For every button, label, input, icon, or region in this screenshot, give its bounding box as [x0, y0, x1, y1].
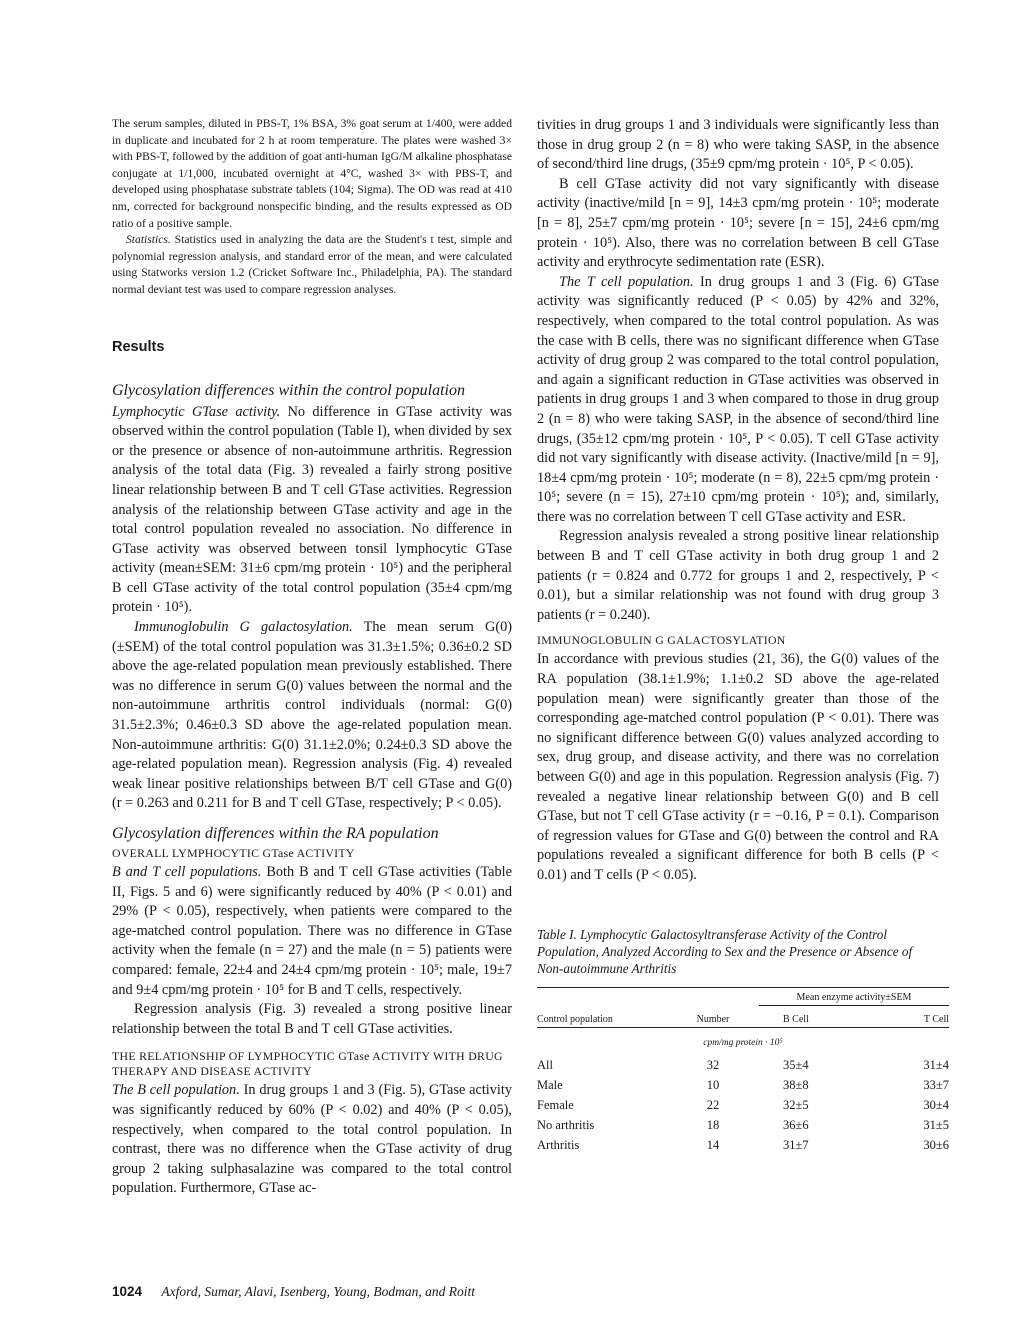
- cell-bcell: 32±5: [783, 1098, 809, 1113]
- methods-paragraph: The serum samples, diluted in PBS-T, 1% BSA, 3% goat serum at 1/400, were added in duplicate and incubated for 2 h at room temperature. The plates were washed 3× with PBS-T, followed by the addition of goat anti-human IgG/M alkaline phosphatase conjugate at 1/1,000, incubated overnight at 4°C, washed 3× with PBS-T, and developed using phosphatase substrate tablets (104; Sigma). The OD was read at 410 nm, corrected for background nonspecific binding, and the results expressed as OD ratio of a positive sample.: [112, 117, 512, 230]
- cell-tcell: 31±4: [923, 1058, 949, 1073]
- igg-galactosylation-heading: IMMUNOGLOBULIN G GALACTOSYLATION: [537, 633, 786, 648]
- b-cell-population-text: In drug groups 1 and 3 (Fig. 5), GTase activity was significantly reduced by 60% (P < 0.02) and 40% (P < 0.05), respectively, when compared to the total control population. In contrast, there was no difference when the GTase activity of drug group 2 taking sulphasalazine was compared to the total control population. Furthermore, GTase ac-: [112, 1082, 513, 1197]
- bt-cell-paragraph: [112, 863, 512, 1000]
- t-cell-population-text: In drug groups 1 and 3 (Fig. 6) GTase activity was significantly reduced (P < 0.05) by 42% and 32%, respectively, when compared to the total control population. As was the case with B cells, there was no significant difference when GTase activity of drug group 2 was compared to the total control population, and again a significant reduction in GTase activities was observed in patients in drug groups 1 and 3 when compared to those in drug group 2 (n = 8) who were taking SASP, in the absence of second/third line drugs, (35±12 cpm/mg protein · 10⁵, P < 0.05). T cell GTase activity did not vary significantly with disease activity. (Inactive/mild [n = 9], 18±4 cpm/mg protein · 10⁵; moderate (n = 8), 22±5 cpm/mg protein · 10⁵; severe (n = 15), 27±10 cpm/mg protein · 10⁵); and, similarly, there was no correlation between T cell GTase activity and ESR.: [537, 273, 940, 525]
- cell-population: Female: [537, 1098, 574, 1113]
- table-caption: Table I. Lymphocytic Galactosyltransferase Activity of the Control Population, Analyzed According to Sex and the Presence or Absence of Non-autoimmune Arthritis: [537, 926, 913, 976]
- overall-gtase-heading: OVERALL LYMPHOCYTIC GTase ACTIVITY: [112, 846, 355, 860]
- regression-paragraph: Regression analysis (Fig. 3) revealed a strong positive linear relationship between the total B and T cell GTase activities.: [112, 1001, 512, 1037]
- igg-galactosylation-label: Immunoglobulin G galactosylation.: [134, 619, 353, 636]
- cell-number: 22: [706, 1098, 720, 1113]
- cell-population: Male: [537, 1078, 563, 1093]
- lymphocytic-gtase-paragraph: [112, 403, 512, 619]
- b-cell-disease-paragraph: B cell GTase activity did not vary significantly with disease activity (inactive/mild [n = 9], 14±3 cpm/mg protein · 10⁵; moderate [n = 8], 25±7 cpm/mg protein · 10⁵; severe [n = 15], 24±6 cpm/mg protein · 10⁵). Also, there was no correlation between B cell GTase activity and erythrocyte sedimentation rate (ESR).: [537, 175, 939, 271]
- lymphocytic-gtase-text: No difference in GTase activity was observed within the control population (Table I), when divided by sex or the presence or absence of non-autoimmune arthritis. Regression analysis of the total data (Fig. 3) revealed a fairly strong positive linear relationship between B and T cell GTase activities. Regression analysis of the relationship between GTase activity and age in the total control population revealed no association. No difference in GTase activity was observed between tonsil lymphocytic GTase activity (mean±SEM: 31±6 cpm/mg protein · 10⁵) and the peripheral B cell GTase activity of the total control population (35±4 cpm/mg protein · 10⁵).: [112, 403, 512, 616]
- table-row: [537, 1076, 949, 1096]
- units-label: cpm/mg protein · 10⁵: [703, 1037, 783, 1048]
- cell-tcell: 30±4: [923, 1098, 949, 1113]
- running-authors: Axford, Sumar, Alavi, Isenberg, Young, Bodman, and Roitt: [161, 1284, 476, 1299]
- table-row: [537, 1116, 949, 1136]
- cell-number: 32: [706, 1058, 720, 1073]
- b-cell-population-paragraph: [112, 1081, 512, 1199]
- right-column: [537, 116, 949, 1156]
- col-header-tcell: T Cell: [923, 1013, 949, 1025]
- data-table: [537, 987, 949, 1156]
- b-cell-population-label: The B cell population.: [112, 1082, 240, 1099]
- t-cell-population-label: The T cell population.: [559, 273, 694, 290]
- page-footer: [112, 1284, 475, 1300]
- col-header-population: Control population: [537, 1013, 613, 1025]
- left-column: [112, 116, 512, 1199]
- igg-ra-paragraph: In accordance with previous studies (21, 36), the G(0) values of the RA population (38.1±1.9%; 1.1±0.2 SD above the age-related population mean) were significantly greater than those of the corresponding age-matched control population (P < 0.01). There was no significant difference between G(0) values analyzed according to sex, drug group, and disease activity, and there was no correlation between G(0) and age in this population. Regression analysis (Fig. 7) revealed a negative linear relationship between G(0) and B cell GTase, but not T cell GTase activity (r = −0.16, P = 0.1). Comparison of regression values for GTase and G(0) between the control and RA populations revealed a significant difference for both B cells (P < 0.01) and T cells (P < 0.05).: [537, 651, 939, 883]
- bt-cell-label: B and T cell populations.: [112, 864, 262, 880]
- col-header-number: Number: [696, 1013, 730, 1025]
- col-header-mean: Mean enzyme activity±SEM: [759, 987, 949, 1005]
- table-block: [537, 926, 949, 1156]
- cell-number: 10: [706, 1078, 720, 1093]
- statistics-text: Statistics used in analyzing the data are the Student's t test, simple and polynomial regression analysis, and standard error of the mean, and were calculated using Statworks version 1.2 (Cricket Software Inc., Philadelphia, PA). The standard normal deviant test was used to compare regression analyses.: [112, 233, 512, 296]
- igg-galactosylation-paragraph: [112, 618, 512, 814]
- continued-paragraph: tivities in drug groups 1 and 3 individuals were significantly less than those in drug group 2 (n = 8) who were taking SASP, in the absence of second/third line drugs, (35±9 cpm/mg protein · 10⁵, P < 0.05).: [537, 117, 939, 173]
- cell-bcell: 31±7: [783, 1138, 809, 1153]
- lymphocytic-gtase-label: Lymphocytic GTase activity.: [112, 403, 281, 420]
- cell-tcell: 33±7: [923, 1078, 949, 1093]
- subhead-ra-population: Glycosylation differences within the RA population: [112, 825, 439, 842]
- subhead-control-population: Glycosylation differences within the control population: [112, 381, 465, 399]
- cell-tcell: 30±6: [923, 1138, 949, 1153]
- table-row: [537, 1136, 949, 1156]
- table-row: [537, 1096, 949, 1116]
- results-heading: Results: [112, 338, 165, 355]
- igg-galactosylation-text: The mean serum G(0) (±SEM) of the total control population was 31.3±1.5%; 0.36±0.2 SD above the age-related population mean previously established. There was no difference in serum G(0) values between the normal and the non-autoimmune arthritis control individuals (normal: G(0) 31.5±2.3%; 0.46±0.3 SD above the age-related population mean. Non-autoimmune arthritis: G(0) 31.1±2.0%; 0.24±0.3 SD above the age-related population mean). Regression analysis (Fig. 4) revealed weak linear positive relationships between B/T cell GTase and G(0) (r = 0.263 and 0.211 for B and T cell GTase, respectively; P < 0.05).: [112, 619, 512, 812]
- col-header-bcell: B Cell: [783, 1013, 809, 1025]
- cell-bcell: 38±8: [783, 1078, 809, 1093]
- bt-cell-text: Both B and T cell GTase activities (Table II, Figs. 5 and 6) were significantly reduced by 40% (P < 0.01) and 29% (P < 0.05), respectively, when patients were compared to the age-matched control population. There was no difference in GTase activity when the female (n = 27) and the male (n = 5) patients were compared: female, 22±4 and 24±4 cpm/mg protein · 10⁵; male, 19±7 and 9±4 cpm/mg protein · 10⁵ for B and T cells, respectively.: [112, 864, 512, 998]
- cell-population: All: [537, 1058, 553, 1073]
- t-cell-population-paragraph: [537, 273, 939, 528]
- statistics-label: Statistics.: [126, 233, 171, 247]
- drug-therapy-heading: THE RELATIONSHIP OF LYMPHOCYTIC GTase ACTIVITY WITH DRUG THERAPY AND DISEASE ACTIVITY: [112, 1049, 503, 1079]
- cell-population: Arthritis: [537, 1138, 580, 1153]
- cell-bcell: 36±6: [783, 1118, 809, 1133]
- cell-tcell: 31±5: [923, 1118, 949, 1133]
- drug-regression-paragraph: Regression analysis revealed a strong positive linear relationship between B and T cell GTase activity in both drug group 1 and 2 patients (r = 0.824 and 0.772 for groups 1 and 2, respectively, P < 0.01), but a similar relationship was not found with drug group 3 patients (r = 0.240).: [537, 528, 939, 623]
- cell-number: 14: [706, 1138, 720, 1153]
- cell-number: 18: [706, 1118, 720, 1133]
- page-number: 1024: [112, 1284, 143, 1299]
- cell-bcell: 35±4: [783, 1058, 809, 1073]
- cell-population: No arthritis: [537, 1118, 595, 1133]
- statistics-paragraph: [112, 232, 512, 298]
- table-row: [537, 1056, 949, 1076]
